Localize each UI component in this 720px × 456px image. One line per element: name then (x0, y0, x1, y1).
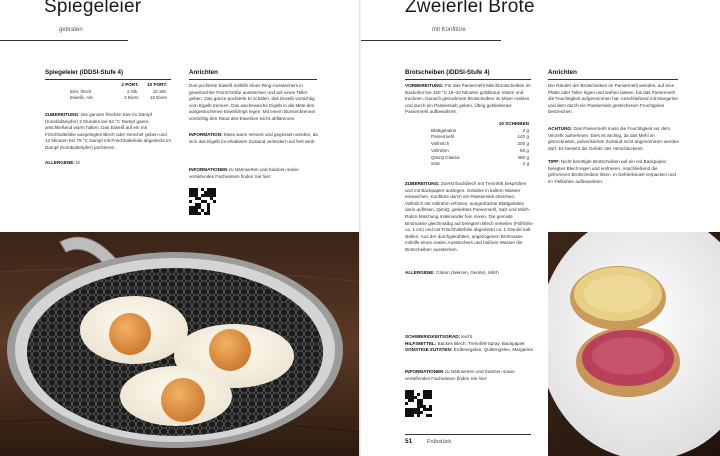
footer-rule (405, 434, 531, 435)
preparation-1-label: VORBEREITUNG: (405, 83, 444, 88)
allergen-body: Ei (76, 160, 81, 165)
info-label: INFORMATION: (189, 132, 223, 137)
page-subtitle: mit Konfitüre (432, 27, 466, 33)
tools-label: HILFSMITTEL: (405, 340, 437, 346)
table-row (431, 128, 529, 135)
nutrition-text (189, 167, 299, 180)
ingredient-table (431, 121, 529, 168)
caution-body: Das Paniermehl muss die Feuchtigkeit vor dem Verzehr aufnehmen. Dies ist wichtig, da das Mehl im getrockneten, pulverisierten Zustand nicht angenommen werden darf. Es besteht die Gefahr des Verschluckens. (548, 126, 679, 151)
extra-label: SONSTIGE ZUTATEN: (405, 347, 453, 353)
allergen-body: Gluten (Weizen, Gerste), Milch (436, 270, 499, 275)
ingredient-table (70, 82, 167, 102)
ingredient-name: Vollrahm (431, 147, 449, 153)
ingredient-name: Vollmilch (431, 141, 450, 147)
heading-rule (189, 79, 317, 80)
heading-rule (45, 79, 171, 80)
recipe-heading: Brotscheiben (iDDSI-Stufe 4) (405, 69, 490, 76)
nutrition-label: INFORMATIONEN (189, 167, 228, 172)
table-row (431, 155, 529, 162)
allergen-text (405, 270, 533, 277)
extra-line (405, 347, 533, 354)
right-page (361, 0, 720, 456)
ingredient-amount: 2 Eiern (124, 95, 139, 101)
page-subtitle: gebraten (59, 27, 83, 33)
tools-value: Backes Blech, Trennfett-Spray, Backpapier (437, 340, 525, 346)
bread-slices-photo (548, 232, 720, 456)
ingredient-amount: 2 g (522, 127, 529, 133)
portion-header: 10 SCHEIBEN (498, 121, 529, 126)
ingredient-amount: 80 g (520, 147, 529, 153)
table-row (431, 161, 529, 168)
ingredient-name: Eiweiß, roh (70, 95, 93, 101)
difficulty-label: SCHWIERIGKEITSGRAD: (405, 334, 461, 339)
serve-heading: Anrichten (548, 69, 577, 76)
preparation-1-text (405, 83, 533, 116)
section-name: Frühstück (427, 439, 452, 445)
tip-body: Nicht benötigte Brotscheiben auf ein mit Backpapier belegtes Blech legen und einfrieren. Anschließend die gefrorenen Brotscheiben lösen, in Gefrierbeutel verpacken und im Tiefkühler aufbewahren. (548, 159, 676, 184)
heading-rule (548, 79, 678, 80)
table-row (70, 95, 167, 102)
allergen-text (45, 160, 173, 167)
tools-line (405, 341, 533, 348)
info-body: Muss warm serviert und gegessen werden, da sich das Eigelb im erkalteten Zustand verändert und fest wird! (189, 132, 318, 144)
nutrition-text (405, 369, 523, 382)
tip-label: TIPP: (548, 159, 560, 164)
fried-eggs-photo (0, 232, 360, 456)
ingredient-name: QimiQ Classic (431, 154, 461, 160)
table-row (431, 134, 529, 141)
serve-text: Das pochierte Eiweiß mithilfe eines Ring-Ausstechers in gewünschter Form/Größe ausstechen und auf einen Teller geben. Das ganze pochierte Ei schälen, das Eiweiß vorsichtig vom Eigelb trennen. Das wachsweiche Eigelb in die Mitte des ausgestochenen Eiweißrings legen. Mit einem Bunsenbrenner vorsichtig den Rand des Eiweißes leicht abflämmen. (189, 83, 316, 121)
table-row (70, 89, 167, 96)
recipe-heading: Spiegeleier (iDDSI-Stufe 4) (45, 69, 124, 76)
ingredient-amount: 2 g (522, 161, 529, 167)
qr-code[interactable] (189, 188, 216, 215)
ingredient-amount: 380 g (517, 154, 529, 160)
page-title: Spiegeleier (44, 0, 142, 17)
preparation-2-text (405, 181, 533, 254)
allergen-label: ALLERGENE: (45, 160, 75, 165)
title-underline (361, 40, 501, 41)
page-number: 51 (405, 438, 413, 445)
ingredient-name: Blattgelatine (431, 127, 457, 133)
ingredient-amount: 10 Stk. (152, 88, 168, 94)
preparation-body: Die ganzen frischen Eier im Dampf (Kombidämpfer) 2 Stunden bei 64 °C Dampf garen, anschließend warm halten. Das Eiweiß auf ein mit Frischhaltefolie ausgelegtes Blech oder Geschirr geben und 12 Minuten bei 79 °C Dampf mit Frischhaltefolie abgedeckt im Dampf (Kombidämpfer) pochieren. (45, 112, 171, 150)
caution-text (548, 126, 680, 152)
ingredient-amount: 10 Eiern (149, 95, 168, 101)
pan-illustration (0, 232, 360, 456)
ingredient-amount: 140 g (517, 134, 529, 140)
nutrition-body: zu Nährwerten und Kalorien sowie vertiefendes Fachwissen finden Sie hier: (405, 369, 515, 381)
heading-rule (405, 79, 531, 80)
tip-text (548, 159, 680, 185)
preparation-2-label: ZUBEREITUNG: (405, 181, 440, 186)
preparation-label: ZUBEREITUNG: (45, 112, 80, 117)
table-row (431, 148, 529, 155)
page-title: Zweierlei Brote (405, 0, 535, 17)
nutrition-label: INFORMATIONEN (405, 369, 444, 374)
ingredient-amount: 2 Stk. (126, 88, 139, 94)
ingredient-name: Salz (431, 161, 440, 167)
info-text (189, 132, 319, 145)
portion-header: 10 PORT. (147, 82, 168, 87)
details-text (405, 334, 533, 354)
table-row (431, 141, 529, 148)
preparation-text (45, 112, 173, 152)
difficulty-line (405, 334, 533, 341)
preparation-2-body: Zuerst Backblech mit Trennfett besprühen und mit Backpapier auslegen. Gelatine in kaltem Wasser einweichen. Konfitüre durch ein Passiersieb streichen. Vollmilch mit Vollrahm erhitzen, ausgedrückte Blattgelatine darin auflösen. QimiQ, gesiebtes Paniermehl, Salz und Milch-Rahm-Mischung miteinander fein mixen. Die gemixte Brotmasse gleichmäßig auf belegtem Blech verteilen (Füllhöhe ca. 1 cm) und mit Frischhaltefolie abgedeckt ca. 1 Stunde kalt stellen. Aus der durchgekühlten, angezogenen Brotmasse mithilfe eines ovalen Ausstechers und heißem Wasser die Brotscheiben ausstechen. (405, 181, 533, 252)
title-underline (0, 40, 128, 41)
nutrition-body: zu Nährwerten und Kalorien sowie vertiefendes Fachwissen finden Sie hier: (189, 167, 299, 179)
preparation-1-body: Für das Paniermehl Mischbrotscheiben im Backofen bei 150 °C 15–20 Minuten goldbraun rösten und trocknen. Danach getrocknete Brotscheiben im Mixer mahlen und durch ein Passiersieb geben. Übrig gebliebenes Paniermehl aufbewahren. (405, 83, 531, 115)
bread-illustration (548, 232, 720, 456)
portion-header: 2 PORT. (121, 82, 139, 87)
ingredient-name: Eier, frisch (70, 88, 92, 94)
serve-text: Die Ränder der Brotscheiben im Paniermehl wenden, auf eine Platte oder Teller legen und stehen lassen, bis das Paniermehl die Feuchtigkeit aufgenommen hat. Anschließend mit Margarine und dem durch ein Passiersieb gestrichenen Fruchtgelee bestreichen. (548, 83, 678, 115)
ingredient-amount: 200 g (517, 141, 529, 147)
allergen-label: ALLERGENE: (405, 270, 435, 275)
caution-label: ACHTUNG: (548, 126, 573, 131)
serve-heading: Anrichten (189, 69, 218, 76)
ingredient-name: Paniermehl (431, 134, 455, 140)
qr-code[interactable] (405, 390, 432, 417)
difficulty-value: leicht (461, 334, 473, 339)
extra-value: Erdbeergelee, Quittengelee, Margarine (453, 347, 533, 353)
